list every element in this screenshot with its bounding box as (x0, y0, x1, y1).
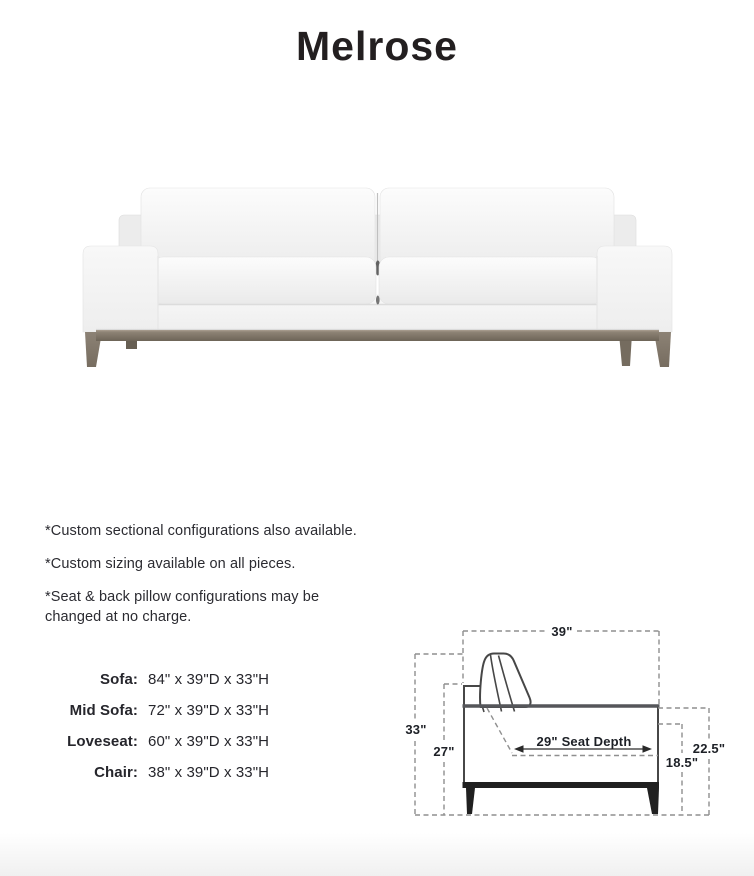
dimension-label: Sofa: (100, 671, 138, 688)
dimension-label: Chair: (94, 764, 138, 781)
dimension-diagram (400, 612, 754, 830)
dimension-value: 84" x 39"D x 33"H (148, 671, 270, 688)
footnote-pillows: *Seat & back pillow configurations may be changed at no charge. (45, 589, 320, 625)
dimension-label: Loveseat: (67, 733, 138, 750)
label-back-height: 27" (433, 744, 455, 759)
footnotes (45, 521, 367, 640)
label-overall-depth: 39" (551, 624, 573, 639)
sofa-wood-rail (96, 329, 659, 341)
diagram-labels (405, 624, 725, 770)
label-arm-height: 22.5" (692, 741, 726, 756)
label-seat-depth: 29" Seat Depth (536, 734, 632, 749)
dimension-value: 60" x 39"D x 33"H (148, 733, 270, 750)
dimension-row-mid-sofa (38, 695, 269, 726)
page-title: Melrose (296, 23, 458, 69)
dimension-value: 72" x 39"D x 33"H (148, 702, 270, 719)
dimension-value: 38" x 39"D x 33"H (148, 764, 270, 781)
dimension-row-sofa (38, 664, 269, 695)
footnote-sectional: *Custom sectional configurations also available. (45, 523, 357, 539)
dimension-row-chair (38, 757, 269, 788)
footnote-sizing: *Custom sizing available on all pieces. (45, 556, 296, 572)
bottom-gradient (0, 832, 754, 876)
dimensions-list (38, 664, 269, 788)
label-overall-height: 33" (405, 722, 427, 737)
dimension-label: Mid Sofa: (69, 702, 138, 719)
dimension-row-loveseat (38, 726, 269, 757)
sofa-product-image (70, 165, 685, 375)
label-seat-height: 18.5" (665, 755, 699, 770)
